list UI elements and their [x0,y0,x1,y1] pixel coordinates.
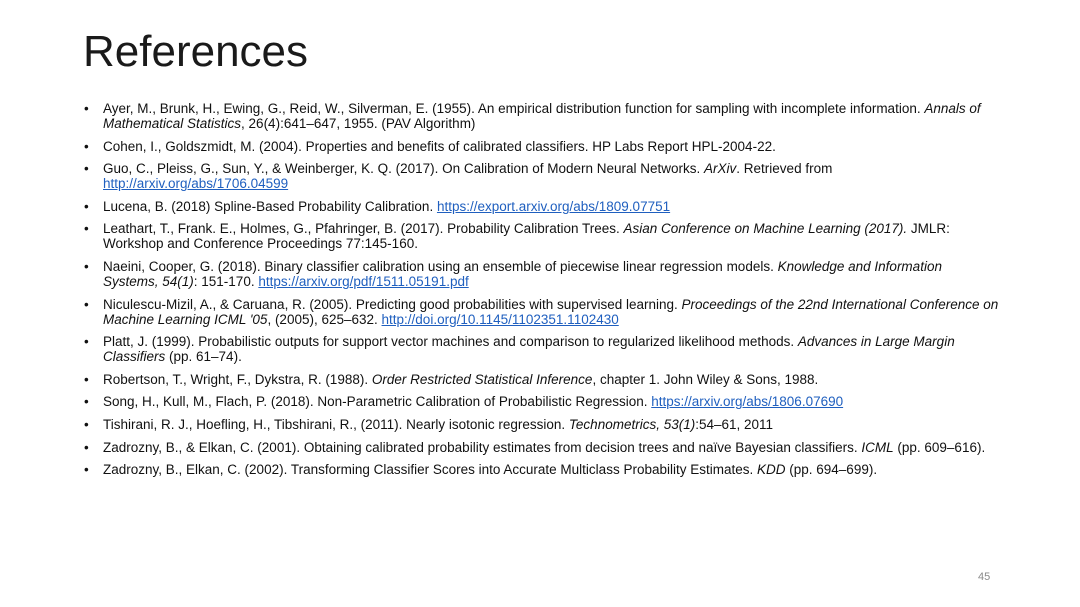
reference-source-italic: ArXiv [704,161,737,177]
reference-text: Naeini, Cooper, G. (2018). Binary classifier calibration using an ensemble of piecewise linear regression models. [103,258,778,274]
reference-text: JMLR: Workshop and Conference Proceedings 77:145-160. [103,221,950,252]
reference-text: Niculescu-Mizil, A., & Caruana, R. (2005). Predicting good probabilities with supervised learning. [103,296,682,312]
reference-item [84,462,999,477]
bullet-icon: • [84,138,89,154]
reference-source-italic: Proceedings of the 22nd International Conference on Machine Learning ICML '05 [103,296,999,327]
reference-text: Song, H., Kull, M., Flach, P. (2018). Non-Parametric Calibration of Probabilistic Regression. [103,394,652,410]
reference-item [84,259,999,289]
bullet-icon: • [84,101,89,116]
reference-item [84,297,999,327]
reference-text: Platt, J. (1999). Probabilistic outputs for support vector machines and comparison to regularized likelihood methods. [103,334,798,350]
reference-source-italic: Order Restricted Statistical Inference [371,371,593,387]
reference-item [84,334,999,364]
bullet-icon: • [84,334,89,350]
reference-source-italic: Advances in Large Margin Classifiers [103,334,955,365]
reference-text: (pp. 609–616). [893,439,986,455]
reference-item [84,440,999,455]
reference-link[interactable]: https://arxiv.org/pdf/1511.05191.pdf [258,273,469,289]
bullet-icon: • [84,439,89,455]
reference-text: , (2005), 625–632. [267,311,382,327]
bullet-icon: • [84,394,89,410]
reference-item [84,372,999,387]
reference-source-italic: KDD [757,462,786,478]
reference-text: :54–61, 2011 [695,416,774,432]
reference-text: . Retrieved from [736,161,833,177]
reference-source-italic: Annals of Mathematical Statistics [103,101,981,131]
bullet-icon: • [84,258,89,274]
reference-item [84,139,999,154]
reference-text: Lucena, B. (2018) Spline-Based Probability Calibration. [103,198,437,214]
bullet-icon: • [84,462,89,478]
bullet-icon: • [84,416,89,432]
slide-title: References [83,27,309,76]
bullet-icon: • [84,221,89,237]
reference-link[interactable]: http://doi.org/10.1145/1102351.1102430 [381,311,619,327]
reference-text: Cohen, I., Goldszmidt, M. (2004). Properties and benefits of calibrated classifiers. HP Labs Report HPL-2004-22. [103,138,776,154]
reference-source-italic: Knowledge and Information Systems, 54(1) [103,258,942,289]
reference-text: Zadrozny, B., & Elkan, C. (2001). Obtaining calibrated probability estimates from decision trees and naïve Bayesian classifiers. [103,439,862,455]
reference-text: Robertson, T., Wright, F., Dykstra, R. (1988). [103,371,372,387]
reference-list [84,101,999,485]
bullet-icon: • [84,161,89,177]
reference-text: Ayer, M., Brunk, H., Ewing, G., Reid, W., Silverman, E. (1955). An empirical distribution function for sampling with incomplete information. [103,101,925,116]
reference-link[interactable]: http://arxiv.org/abs/1706.04599 [103,176,289,192]
reference-text: Leathart, T., Frank. E., Holmes, G., Pfahringer, B. (2017). Probability Calibration Trees. [103,221,624,237]
reference-text: Zadrozny, B., Elkan, C. (2002). Transforming Classifier Scores into Accurate Multiclass Probability Estimates. [103,462,757,478]
reference-text: (pp. 61–74). [165,349,242,365]
reference-link[interactable]: https://arxiv.org/abs/1806.07690 [651,394,844,410]
reference-text: (pp. 694–699). [785,462,878,478]
reference-source-italic: Asian Conference on Machine Learning (2017). [623,221,908,237]
page-number: 45 [978,571,991,583]
bullet-icon: • [84,371,89,387]
reference-link[interactable]: https://export.arxiv.org/abs/1809.07751 [436,198,671,214]
reference-text: : 151-170. [193,273,259,289]
reference-text: , chapter 1. John Wiley & Sons, 1988. [592,371,819,387]
reference-item [84,199,999,214]
reference-text: Guo, C., Pleiss, G., Sun, Y., & Weinberger, K. Q. (2017). On Calibration of Modern Neural Networks. [103,161,705,177]
reference-text: , 26(4):641–647, 1955. (PAV Algorithm) [241,116,476,131]
reference-source-italic: ICML [861,439,894,455]
bullet-icon: • [84,198,89,214]
reference-item [84,161,999,191]
bullet-icon: • [84,296,89,312]
reference-item [84,394,999,409]
reference-item [84,101,999,131]
reference-item [84,417,999,432]
reference-text: Tishirani, R. J., Hoefling, H., Tibshirani, R., (2011). Nearly isotonic regression. [103,416,569,432]
reference-item [84,221,999,251]
reference-source-italic: Technometrics, 53(1) [568,416,696,432]
